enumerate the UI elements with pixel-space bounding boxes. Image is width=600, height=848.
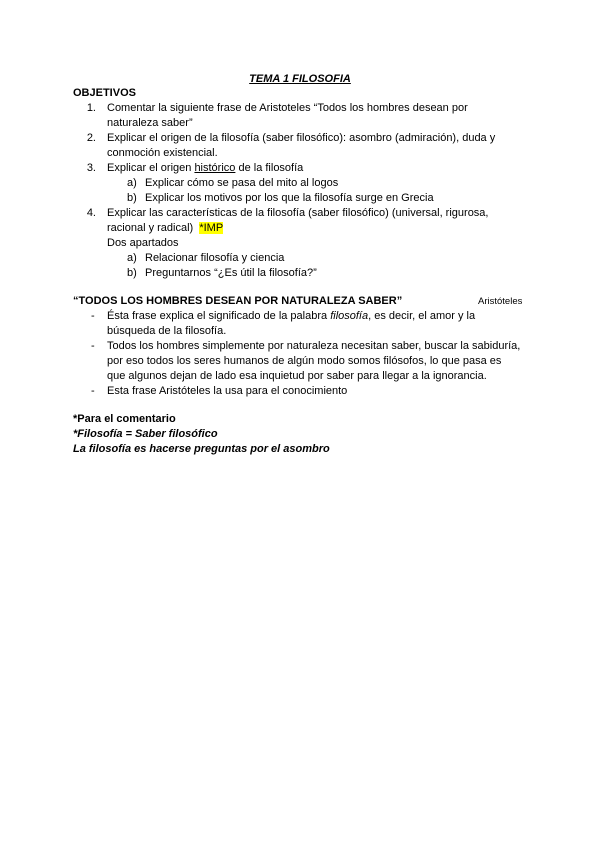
comentario-heading: *Para el comentario bbox=[73, 413, 176, 425]
bullet-text: que algunos dejan de lado esa inquietud por saber para llegar a la ignorancia. bbox=[107, 370, 487, 382]
text-run: de la filosofía bbox=[235, 162, 304, 174]
sub-item-text: Relacionar filosofía y ciencia bbox=[145, 252, 285, 264]
bullet-text: búsqueda de la filosofía. bbox=[107, 325, 227, 337]
objetivos-heading: OBJETIVOS bbox=[73, 87, 136, 99]
sub-item-text: Preguntarnos “¿Es útil la filosofía?” bbox=[145, 267, 317, 279]
bullet-text bbox=[107, 309, 475, 324]
list-number: 1. bbox=[86, 102, 96, 114]
sub-letter: b) bbox=[127, 267, 137, 279]
sub-letter: a) bbox=[127, 177, 137, 189]
list-item-text: conmoción existencial. bbox=[107, 147, 218, 159]
quote-author: Aristóteles bbox=[478, 296, 523, 307]
list-number: 4. bbox=[86, 207, 96, 219]
bullet-text: Esta frase Aristóteles la usa para el conocimiento bbox=[107, 385, 348, 397]
list-item-text bbox=[107, 161, 303, 176]
quote-heading: “TODOS LOS HOMBRES DESEAN POR NATURALEZA SABER” bbox=[73, 295, 403, 307]
text-run: Explicar el origen bbox=[107, 162, 195, 174]
sub-item-text: Explicar los motivos por los que la filosofía surge en Grecia bbox=[145, 192, 434, 204]
sub-letter: a) bbox=[127, 252, 137, 264]
list-item-text: Dos apartados bbox=[107, 237, 179, 249]
list-item-text: naturaleza saber” bbox=[107, 117, 193, 129]
underlined-word: histórico bbox=[194, 162, 236, 174]
sub-item-text: Explicar cómo se pasa del mito al logos bbox=[145, 177, 339, 189]
definition-line: La filosofía es hacerse preguntas por el asombro bbox=[73, 443, 330, 455]
text-run: , es decir, el amor y la bbox=[368, 310, 476, 322]
list-number: 3. bbox=[86, 162, 96, 174]
list-item-text: Explicar las características de la filosofía (saber filosófico) (universal, rigurosa, bbox=[107, 207, 489, 219]
list-item-text: Explicar el origen de la filosofía (saber filosófico): asombro (admiración), duda y bbox=[107, 132, 496, 144]
bullet-dash: - bbox=[91, 385, 95, 397]
highlight-imp: *IMP bbox=[199, 222, 224, 234]
list-number: 2. bbox=[86, 132, 96, 144]
bullet-text: Todos los hombres simplemente por naturaleza necesitan saber, buscar la sabiduría, bbox=[107, 340, 521, 352]
list-item-text bbox=[107, 221, 223, 236]
bullet-text: por eso todos los seres humanos de algún modo somos filósofos, lo que pasa es bbox=[107, 355, 502, 367]
list-item-text: Comentar la siguiente frase de Aristoteles “Todos los hombres desean por bbox=[107, 102, 468, 114]
sub-letter: b) bbox=[127, 192, 137, 204]
bullet-dash: - bbox=[91, 310, 95, 322]
text-run: Ésta frase explica el significado de la palabra bbox=[107, 310, 331, 322]
bullet-dash: - bbox=[91, 340, 95, 352]
definition-line: *Filosofía = Saber filosófico bbox=[73, 428, 218, 440]
text-run: racional y radical) bbox=[107, 222, 194, 234]
page-title: TEMA 1 FILOSOFIA bbox=[249, 73, 351, 85]
italic-word: filosofía bbox=[330, 310, 369, 322]
